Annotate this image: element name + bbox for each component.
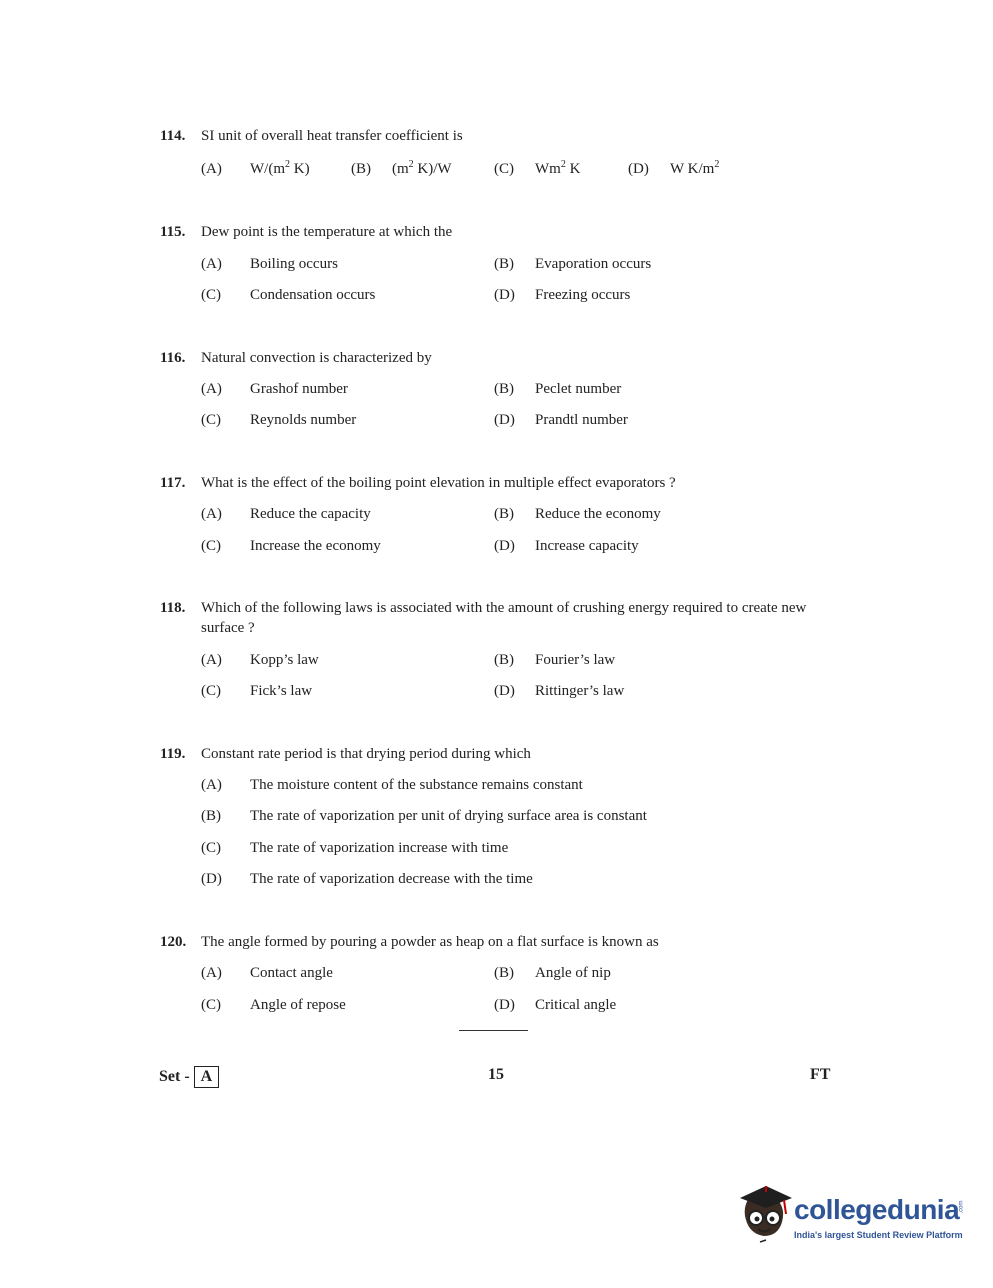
option-label: (B)	[494, 965, 514, 981]
set-label: Set -	[159, 1068, 190, 1085]
option-text: Reynolds number	[250, 412, 357, 428]
option-text: Fourier’s law	[535, 652, 616, 668]
option-label: (C)	[201, 997, 221, 1013]
question-text: Constant rate period is that drying period during which	[201, 746, 531, 762]
option-text: The rate of vaporization per unit of drying surface area is constant	[250, 808, 647, 824]
option-text: Kopp’s law	[250, 652, 319, 668]
question-number: 118.	[160, 600, 186, 616]
option-text: Angle of nip	[535, 965, 611, 981]
option-text: Boiling occurs	[250, 256, 338, 272]
question-text: What is the effect of the boiling point elevation in multiple effect evaporators ?	[201, 475, 676, 491]
option-text: The rate of vaporization decrease with the time	[250, 871, 533, 887]
collegedunia-logo	[736, 1182, 966, 1252]
question-text: Natural convection is characterized by	[201, 350, 432, 366]
option-text: Angle of repose	[250, 997, 346, 1013]
question-number: 114.	[160, 128, 186, 144]
question-text: The angle formed by pouring a powder as heap on a flat surface is known as	[201, 934, 659, 950]
question-number: 115.	[160, 224, 186, 240]
option-text: Evaporation occurs	[535, 256, 652, 272]
option-text: Increase the economy	[250, 538, 381, 554]
question-number: 120.	[160, 934, 187, 950]
question-text: Which of the following laws is associated with the amount of crushing energy required to create new surface ?	[201, 600, 807, 636]
option-text: The moisture content of the substance remains constant	[250, 777, 583, 793]
option-text: Peclet number	[535, 381, 622, 397]
option-label: (C)	[494, 161, 514, 177]
option-text: ($m^2$ K)/W	[392, 159, 452, 177]
option-label: (D)	[628, 161, 649, 177]
question-text: SI unit of overall heat transfer coefficient is	[201, 128, 463, 144]
question-text: Dew point is the temperature at which the	[201, 224, 453, 240]
option-label: (B)	[201, 808, 221, 824]
option-text: Increase capacity	[535, 538, 639, 554]
option-text: Condensation occurs	[250, 287, 376, 303]
option-label: (A)	[201, 777, 222, 793]
option-label: (B)	[494, 381, 514, 397]
option-label: (A)	[201, 161, 222, 177]
option-label: (D)	[494, 997, 515, 1013]
option-label: (C)	[201, 412, 221, 428]
option-text: Contact angle	[250, 965, 333, 981]
question-number: 117.	[160, 475, 186, 491]
option-label: (D)	[494, 683, 515, 699]
option-label: (D)	[494, 287, 515, 303]
option-text: Critical angle	[535, 997, 617, 1013]
end-rule	[459, 1030, 528, 1031]
option-label: (D)	[494, 412, 515, 428]
option-text: The rate of vaporization increase with time	[250, 840, 509, 856]
option-label: (A)	[201, 506, 222, 522]
option-text: Reduce the capacity	[250, 506, 371, 522]
option-text: Reduce the economy	[535, 506, 661, 522]
logo-wordmark: collegedunia	[794, 1194, 960, 1225]
logo-suffix: .com	[958, 1200, 965, 1214]
option-label: (B)	[494, 652, 514, 668]
option-text: Rittinger’s law	[535, 683, 625, 699]
mascot-icon	[736, 1182, 794, 1252]
page-number: 15	[488, 1066, 504, 1083]
option-text: Fick’s law	[250, 683, 313, 699]
question-number: 119.	[160, 746, 186, 762]
option-text: Freezing occurs	[535, 287, 631, 303]
option-label: (A)	[201, 652, 222, 668]
option-label: (B)	[494, 256, 514, 272]
option-label: (D)	[494, 538, 515, 554]
question-number: 116.	[160, 350, 186, 366]
paper-code: FT	[810, 1066, 831, 1083]
option-label: (A)	[201, 381, 222, 397]
option-label: (C)	[201, 840, 221, 856]
option-text: W $K/m^2$	[670, 159, 720, 177]
option-label: (B)	[494, 506, 514, 522]
option-label: (B)	[351, 161, 371, 177]
logo-tagline: India's largest Student Review Platform	[794, 1230, 963, 1240]
option-label: (D)	[201, 871, 222, 887]
option-label: (C)	[201, 287, 221, 303]
set-value-box: A	[194, 1066, 220, 1088]
option-label: (A)	[201, 965, 222, 981]
set-indicator	[159, 1066, 219, 1088]
option-text: Prandtl number	[535, 412, 628, 428]
option-label: (C)	[201, 538, 221, 554]
option-text: $W/(m^2$ K)	[250, 159, 310, 177]
option-text: Wm$^2$ K	[535, 159, 581, 177]
option-label: (A)	[201, 256, 222, 272]
option-label: (C)	[201, 683, 221, 699]
option-text: Grashof number	[250, 381, 348, 397]
